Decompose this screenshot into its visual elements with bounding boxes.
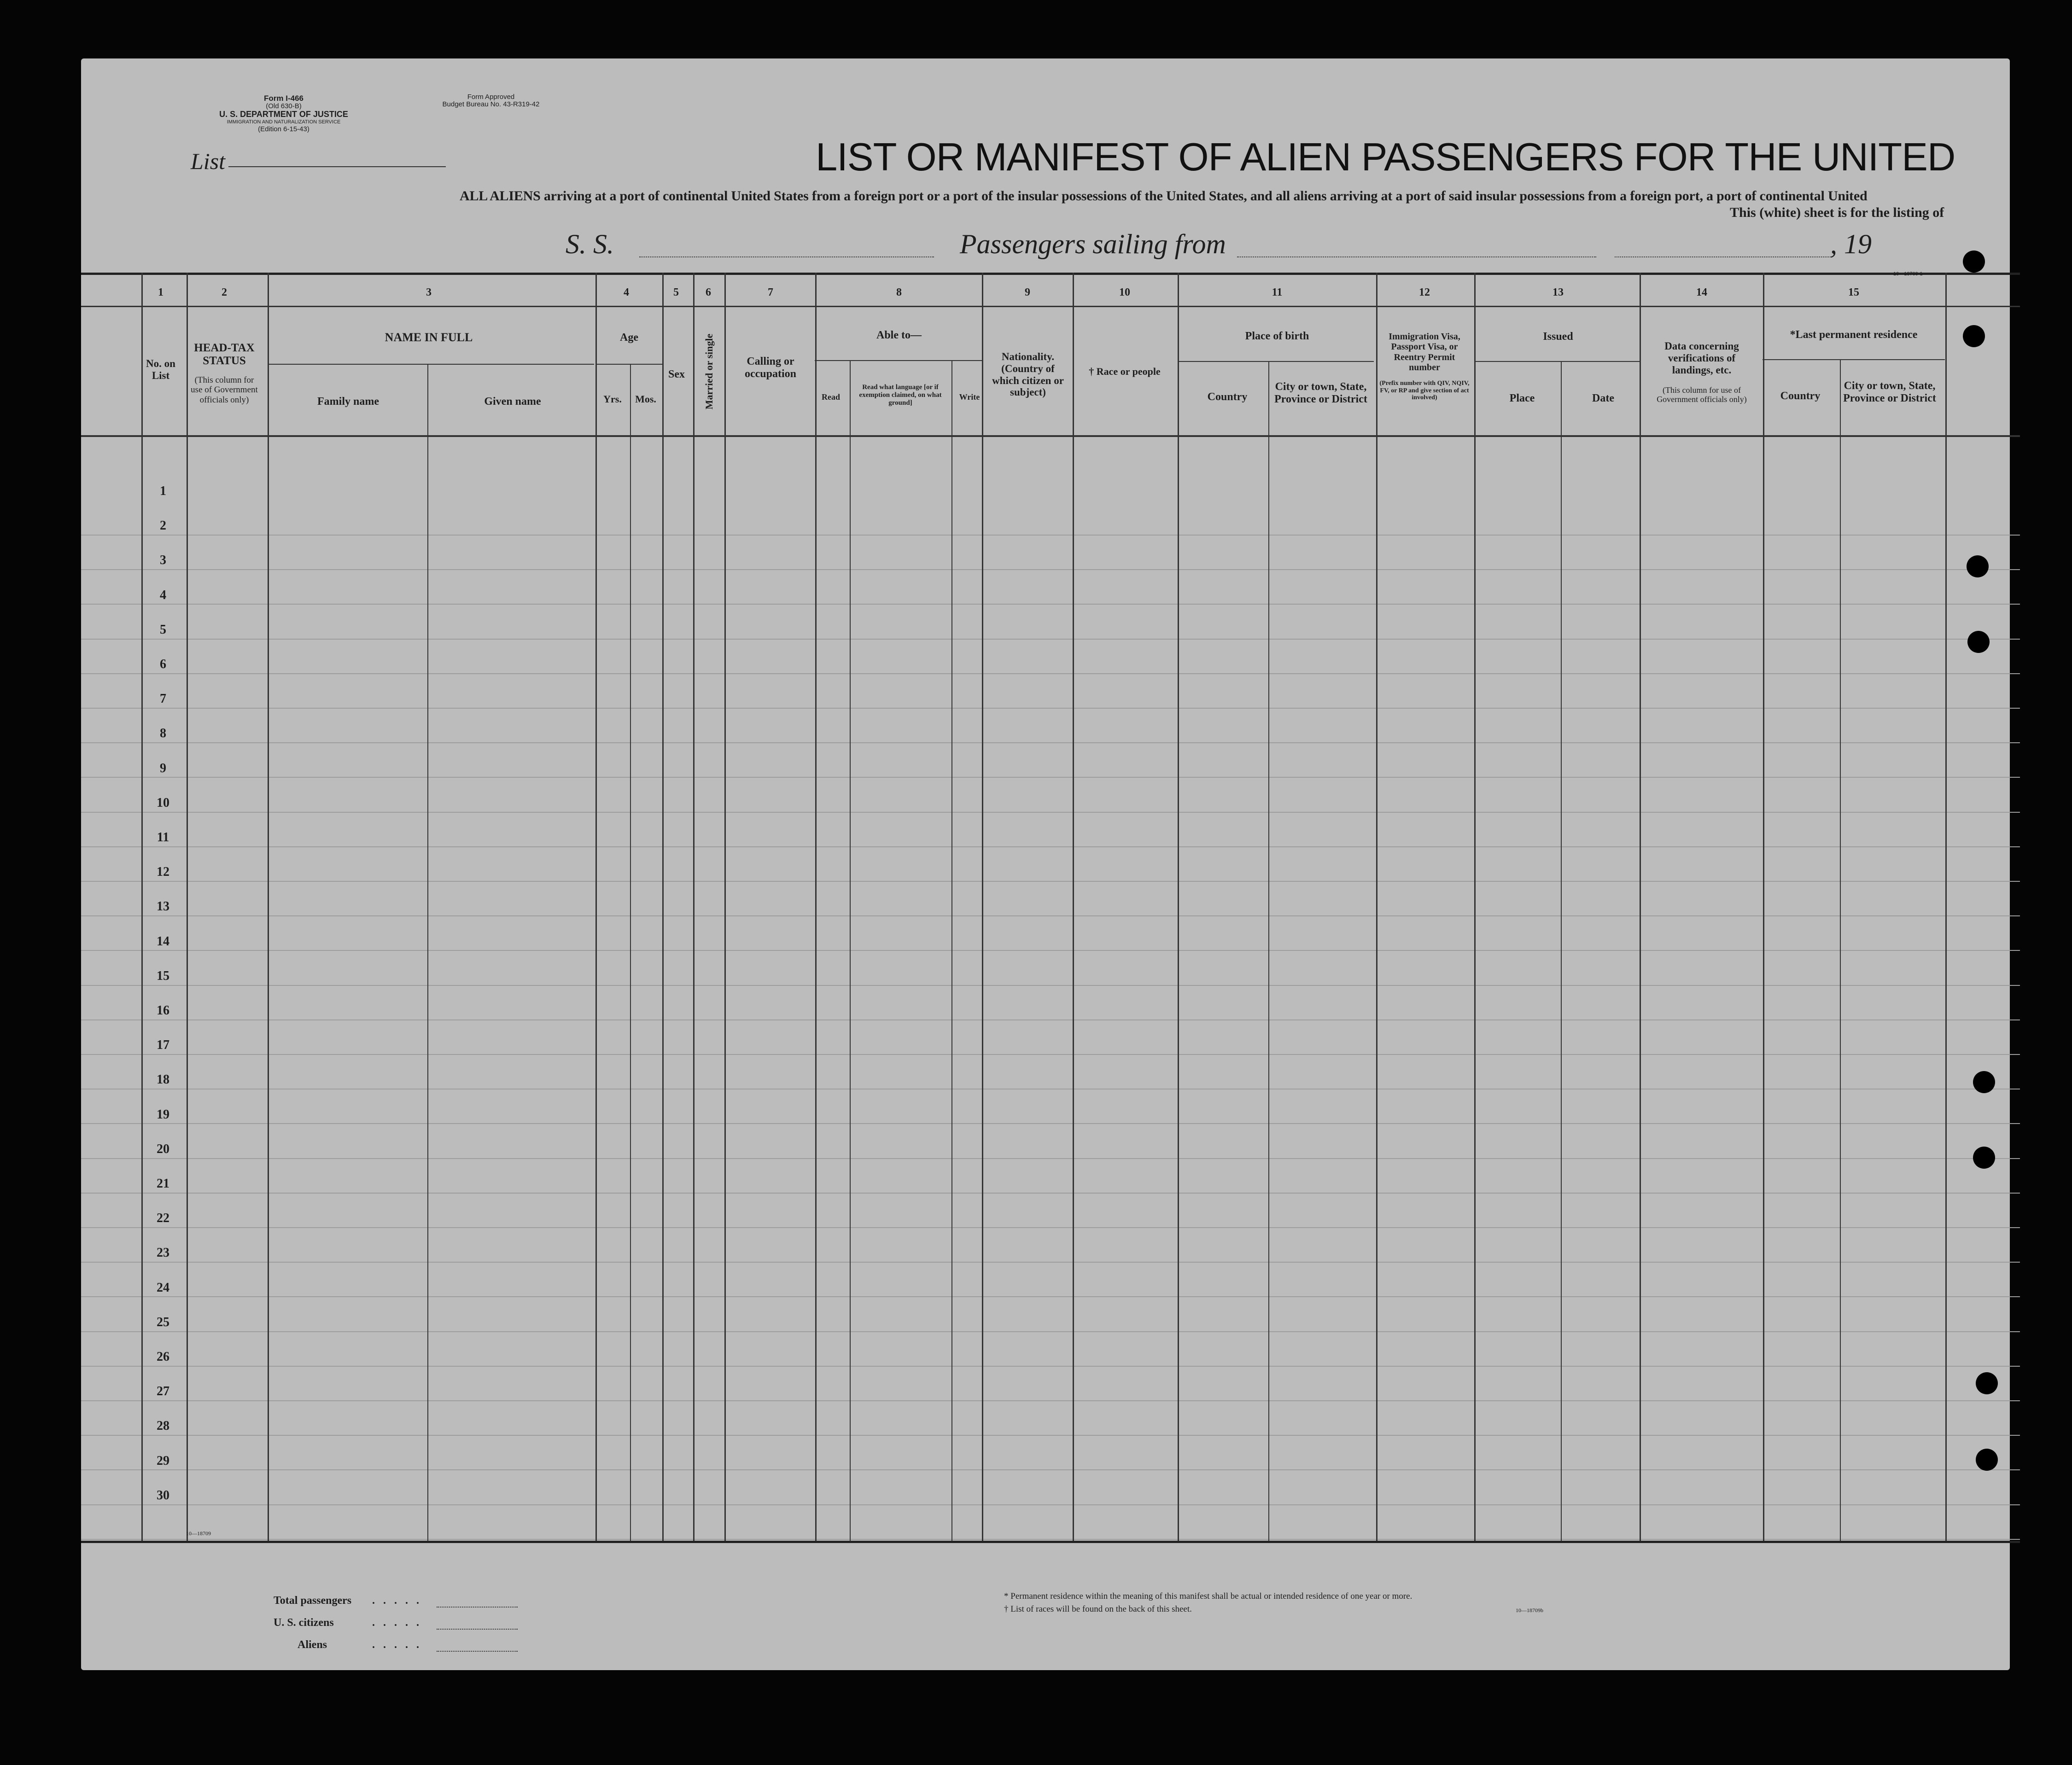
punch-hole [1973, 1071, 1995, 1093]
column-rule [1561, 361, 1562, 1541]
column-rule [630, 364, 631, 1541]
punch-hole [1973, 1147, 1995, 1169]
column-rule [1268, 361, 1269, 1541]
header-age-months: Mos. [635, 393, 656, 405]
header-age: Age [620, 332, 638, 344]
row-number: 23 [157, 1246, 169, 1260]
row-number: 8 [160, 726, 166, 741]
header-age-years: Yrs. [603, 393, 622, 405]
row-rule [81, 950, 2020, 951]
plate-number-top: 10—18709-1 [1893, 271, 1923, 277]
header-data-concerning: Data concerning verifications of landings, etc. [1664, 340, 1739, 376]
row-rule [81, 535, 2020, 536]
budget-number: Budget Bureau No. 43-R319-42 [442, 100, 540, 108]
header-calling: Calling or occupation [744, 355, 796, 380]
row-number: 29 [157, 1453, 169, 1468]
residence-subheader-rule [1763, 359, 1945, 360]
row-number: 25 [157, 1315, 169, 1329]
header-data-note: (This column for use of Government officials only) [1657, 385, 1747, 404]
row-rule [81, 985, 2020, 986]
header-married-single: Married or single [703, 333, 715, 410]
col-number-14: 14 [1696, 286, 1707, 298]
punch-hole [1976, 1449, 1998, 1471]
col-number-4: 4 [624, 286, 629, 298]
row-rule [81, 1019, 2020, 1020]
row-number: 18 [157, 1072, 169, 1087]
punch-hole [1967, 631, 1990, 653]
header-family-name: Family name [317, 396, 379, 408]
row-number: 9 [160, 761, 166, 775]
row-number: 5 [160, 622, 166, 637]
row-number: 22 [157, 1211, 169, 1226]
col-number-5: 5 [673, 286, 679, 298]
col-number-1: 1 [158, 286, 163, 298]
row-number: 4 [160, 588, 166, 602]
row-number: 21 [157, 1177, 169, 1191]
header-able-to: Able to— [876, 329, 922, 341]
year-label: , 19 [1830, 229, 1872, 259]
column-rule [1945, 273, 1947, 1541]
ss-label: S. S. [566, 229, 614, 259]
row-number: 11 [157, 830, 169, 845]
header-race: † Race or people [1089, 366, 1161, 377]
column-rule [1763, 273, 1764, 1541]
row-rule [81, 1331, 2020, 1332]
sailing-port-line [1237, 256, 1596, 257]
row-rule [81, 1158, 2020, 1159]
header-nationality: Nationality. (Country of which citizen or subject) [992, 351, 1064, 398]
subtitle-line-1: ALL ALIENS arriving at a port of continental United States from a foreign port or a port of the insular possessions of the United States, and all aliens arriving at a port of said insular possessions from a foreign port, a port of continental United [460, 188, 1868, 204]
punch-hole [1963, 250, 1985, 273]
row-rule [81, 1400, 2020, 1401]
row-number: 19 [157, 1107, 169, 1122]
header-head-tax-note: (This column for use of Government officials only) [191, 375, 258, 405]
row-number: 10 [157, 795, 169, 810]
table-top-rule [81, 273, 2020, 275]
row-rule [81, 1054, 2020, 1055]
column-number-rule [81, 306, 2020, 307]
row-number: 30 [157, 1488, 169, 1503]
column-rule [1474, 273, 1476, 1541]
row-rule [81, 1227, 2020, 1228]
row-number: 17 [157, 1038, 169, 1053]
row-number: 14 [157, 934, 169, 949]
header-visa-note: (Prefix number with QIV, NQIV, FV, or RP and give section of act involved) [1379, 380, 1470, 402]
punch-hole [1967, 555, 1989, 577]
table-bottom-rule [81, 1541, 2020, 1543]
name-subheader-rule [268, 364, 594, 365]
row-rule [81, 1366, 2020, 1367]
col-number-7: 7 [768, 286, 773, 298]
header-read-language: Read what language [or if exemption claimed, on what ground] [859, 384, 942, 407]
form-number: Form I-466 [264, 94, 304, 103]
header-residence-country: Country [1780, 390, 1821, 402]
row-rule [81, 1539, 2020, 1540]
row-rule [81, 1296, 2020, 1297]
age-subheader-rule [595, 364, 662, 365]
subtitle-line-2: This (white) sheet is for the listing of [1730, 205, 1944, 220]
row-number: 12 [157, 865, 169, 880]
plate-number-left: 10—18709 [186, 1530, 211, 1537]
manifest-sheet [81, 58, 2010, 1670]
footnote-races: † List of races will be found on the back of this sheet. [1004, 1604, 1192, 1614]
punch-hole [1976, 1372, 1998, 1394]
list-label: List [191, 148, 226, 174]
column-rule [427, 364, 428, 1541]
us-citizens-line [437, 1629, 518, 1630]
aliens-label: Aliens [298, 1639, 327, 1651]
row-number: 27 [157, 1384, 169, 1399]
row-rule [81, 777, 2020, 778]
header-name-in-full: NAME IN FULL [385, 331, 473, 344]
form-old-number: (Old 630-B) [266, 102, 302, 110]
column-rule [982, 273, 983, 1541]
row-rule [81, 915, 2020, 916]
row-rule [81, 604, 2020, 605]
approval-note: Form Approved [467, 93, 515, 101]
header-given-name: Given name [484, 396, 541, 408]
edition: (Edition 6-15-43) [258, 125, 309, 133]
service: IMMIGRATION AND NATURALIZATION SERVICE [227, 119, 341, 125]
column-rule [1840, 359, 1841, 1541]
column-rule [1640, 273, 1641, 1541]
col-number-6: 6 [706, 286, 711, 298]
form-title: LIST OR MANIFEST OF ALIEN PASSENGERS FOR THE UNITED [816, 135, 1955, 179]
row-rule [81, 1193, 2020, 1194]
header-write: Write [959, 392, 980, 402]
able-subheader-rule [815, 360, 982, 361]
row-rule [81, 639, 2020, 640]
column-rule [187, 273, 188, 1541]
column-rule [595, 273, 597, 1541]
col-number-3: 3 [426, 286, 432, 298]
header-issued-place: Place [1509, 392, 1535, 404]
row-rule [81, 1435, 2020, 1436]
header-place-of-birth: Place of birth [1245, 330, 1309, 342]
col-number-8: 8 [896, 286, 902, 298]
row-number: 7 [160, 692, 166, 706]
row-rule [81, 812, 2020, 813]
header-birth-city: City or town, State, Province or District [1274, 381, 1367, 405]
plate-number-right: 10—18709b [1516, 1607, 1543, 1614]
col-number-15: 15 [1848, 286, 1859, 298]
row-number: 3 [160, 553, 166, 568]
row-rule [81, 742, 2020, 743]
col-number-12: 12 [1419, 286, 1430, 298]
column-rule [141, 273, 143, 1541]
row-rule [81, 1504, 2020, 1505]
ship-name-line [639, 256, 934, 257]
header-sex: Sex [668, 368, 685, 380]
row-number: 28 [157, 1419, 169, 1433]
total-passengers-line [437, 1607, 518, 1608]
column-rule [693, 273, 695, 1541]
column-rule [1178, 273, 1179, 1541]
row-rule [81, 708, 2020, 709]
row-rule [81, 1469, 2020, 1470]
row-number: 1 [160, 484, 166, 498]
header-birth-country: Country [1207, 391, 1248, 403]
row-number: 2 [160, 518, 166, 533]
row-number: 6 [160, 657, 166, 671]
header-issued-date: Date [1592, 392, 1614, 404]
column-rule [1376, 273, 1377, 1541]
row-number: 24 [157, 1280, 169, 1295]
header-no-on-list: No. on List [146, 358, 175, 381]
row-rule [81, 1123, 2020, 1124]
header-read: Read [822, 392, 840, 402]
col-number-11: 11 [1272, 286, 1283, 298]
column-rule [724, 273, 726, 1541]
col-number-10: 10 [1119, 286, 1130, 298]
birth-subheader-rule [1178, 361, 1374, 362]
header-visa: Immigration Visa, Passport Visa, or Reentry Permit number [1389, 332, 1460, 373]
column-rule [1073, 273, 1074, 1541]
us-citizens-label: U. S. citizens [274, 1617, 334, 1629]
row-number: 20 [157, 1142, 169, 1156]
row-rule [81, 881, 2020, 882]
column-rule [815, 273, 817, 1541]
row-rule [81, 569, 2020, 570]
total-passengers-dots: . . . . . [372, 1595, 422, 1607]
row-number: 26 [157, 1350, 169, 1364]
aliens-dots: . . . . . [372, 1639, 422, 1651]
sailing-date-line [1615, 256, 1831, 257]
col-number-2: 2 [222, 286, 227, 298]
header-head-tax: HEAD-TAX STATUS [194, 342, 255, 367]
row-number: 13 [157, 899, 169, 914]
column-rule [951, 360, 952, 1541]
header-issued: Issued [1543, 331, 1573, 343]
row-number: 15 [157, 968, 169, 983]
issued-subheader-rule [1475, 361, 1640, 362]
row-rule [81, 1262, 2020, 1263]
row-rule [81, 846, 2020, 847]
punch-hole [1963, 325, 1985, 347]
column-rule [662, 273, 664, 1541]
row-rule [81, 673, 2020, 674]
column-rule [850, 360, 851, 1541]
col-number-9: 9 [1025, 286, 1030, 298]
header-residence-city: City or town, State, Province or District [1843, 380, 1936, 404]
col-number-13: 13 [1553, 286, 1564, 298]
list-number-line [228, 166, 446, 167]
department: U. S. DEPARTMENT OF JUSTICE [219, 110, 348, 119]
aliens-line [437, 1651, 518, 1652]
us-citizens-dots: . . . . . [372, 1617, 422, 1629]
header-bottom-rule [81, 435, 2020, 437]
footnote-residence: * Permanent residence within the meaning of this manifest shall be actual or intended residence of one year or more. [1004, 1591, 1412, 1601]
total-passengers-label: Total passengers [274, 1595, 352, 1607]
column-rule [268, 273, 269, 1541]
row-number: 16 [157, 1003, 169, 1018]
sailing-from-label: Passengers sailing from [960, 229, 1226, 259]
header-last-residence: *Last permanent residence [1790, 329, 1918, 341]
